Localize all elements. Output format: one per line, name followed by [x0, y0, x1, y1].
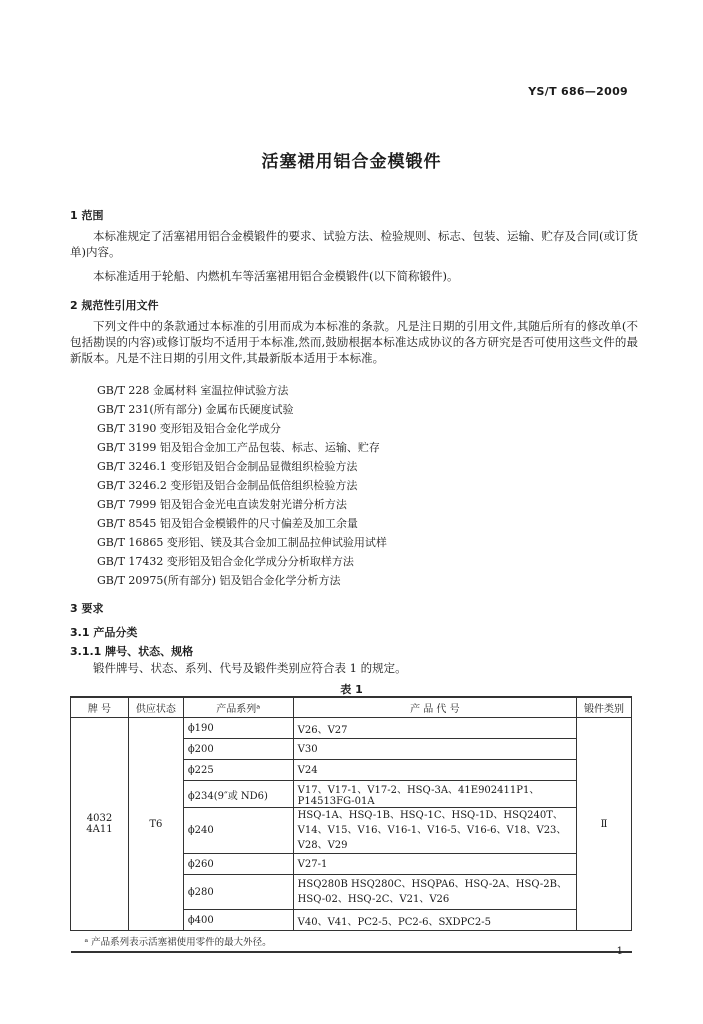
header-state: 供应状态 — [128, 697, 183, 718]
codes-cell: V27-1 — [293, 854, 576, 875]
series-cell: ϕ240 — [183, 808, 293, 854]
section-3-paragraph: 锻件牌号、状态、系列、代号及锻件类别应符合表 1 的规定。 — [93, 661, 407, 675]
reference-item: GB/T 228 金属材料 室温拉伸试验方法 — [97, 384, 289, 397]
series-cell: ϕ234(9″或 ND6) — [183, 781, 293, 808]
series-cell: ϕ190 — [183, 718, 293, 739]
page-number: 1 — [616, 946, 623, 957]
reference-item: GB/T 20975(所有部分) 铝及铝合金化学分析方法 — [97, 574, 341, 587]
codes-cell: V24 — [293, 760, 576, 781]
standard-number: YS/T 686—2009 — [528, 85, 628, 98]
grade-cell — [71, 718, 129, 931]
subsection-3-1-heading: 3.1 产品分类 — [70, 626, 138, 639]
codes-cell: V30 — [293, 739, 576, 760]
table-footnote-row — [71, 931, 632, 953]
series-cell: ϕ200 — [183, 739, 293, 760]
reference-item: GB/T 17432 变形铝及铝合金化学成分分析取样方法 — [97, 555, 354, 568]
section-2-heading: 2 规范性引用文件 — [70, 299, 159, 312]
codes-cell: HSQ-1A、HSQ-1B、HSQ-1C、HSQ-1D、HSQ240T、V14、V15、V16、V16-1、V16-5、V16-6、V18、V23、V28、V29 — [293, 808, 576, 854]
section-2-paragraph: 下列文件中的条款通过本标准的引用而成为本标准的条款。凡是注日期的引用文件,其随后所有的修改单(不包括勘误的内容)或修订版均不适用于本标准,然而,鼓励根据本标准达成协议的各方研究是否可使用这些文件的最新版本。凡是不注日期的引用文件,其最新版本适用于本标准。 — [70, 319, 638, 365]
reference-item: GB/T 16865 变形铝、镁及其合金加工制品拉伸试验用试样 — [97, 536, 387, 549]
codes-cell: HSQ280B HSQ280C、HSQPA6、HSQ-2A、HSQ-2B、HSQ-02、HSQ-2C、V21、V26 — [293, 875, 576, 910]
document-title: 活塞裙用铝合金模锻件 — [261, 152, 442, 172]
reference-item: GB/T 3190 变形铝及铝合金化学成分 — [97, 422, 281, 435]
reference-item: GB/T 3246.2 变形铝及铝合金制品低倍组织检验方法 — [97, 479, 358, 492]
category-cell: Ⅱ — [577, 718, 632, 931]
series-cell: ϕ225 — [183, 760, 293, 781]
grade-4032: 4032 — [86, 813, 113, 824]
section-1-paragraph-2: 本标准适用于轮船、内燃机车等活塞裙用铝合金模锻件(以下简称锻件)。 — [93, 269, 459, 283]
header-codes: 产 品 代 号 — [293, 697, 576, 718]
reference-item: GB/T 8545 铝及铝合金模锻件的尺寸偏差及加工余量 — [97, 517, 358, 530]
header-grade: 牌 号 — [71, 697, 129, 718]
codes-cell: V17、V17-1、V17-2、HSQ-3A、41E902411P1、P14513FG-01A — [293, 781, 576, 808]
table-footnote: ᵃ 产品系列表示活塞裙使用零件的最大外径。 — [71, 931, 632, 953]
reference-item: GB/T 3246.1 变形铝及铝合金制品显微组织检验方法 — [97, 460, 358, 473]
codes-cell: V40、V41、PC2-5、PC2-6、SXDPC2-5 — [293, 910, 576, 931]
specification-table — [70, 696, 632, 953]
section-1-heading: 1 范围 — [70, 209, 104, 222]
reference-item: GB/T 7999 铝及铝合金光电直读发射光谱分析方法 — [97, 498, 347, 511]
series-cell: ϕ280 — [183, 875, 293, 910]
series-cell: ϕ400 — [183, 910, 293, 931]
header-series: 产品系列ᵃ — [183, 697, 293, 718]
grade-4a11: 4A11 — [86, 824, 113, 835]
codes-cell: V26、V27 — [293, 718, 576, 739]
section-3-heading: 3 要求 — [70, 602, 104, 615]
subsection-3-1-1-heading: 3.1.1 牌号、状态、规格 — [70, 645, 194, 658]
state-cell: T6 — [128, 718, 183, 931]
reference-item: GB/T 231(所有部分) 金属布氏硬度试验 — [97, 403, 294, 416]
reference-item: GB/T 3199 铝及铝合金加工产品包装、标志、运输、贮存 — [97, 441, 380, 454]
header-category: 锻件类别 — [577, 697, 632, 718]
section-1-paragraph-1: 本标准规定了活塞裙用铝合金模锻件的要求、试验方法、检验规则、标志、包装、运输、贮存及合同(或订货单)内容。 — [70, 229, 638, 259]
table-row — [71, 718, 632, 739]
table-caption: 表 1 — [340, 683, 363, 696]
series-cell: ϕ260 — [183, 854, 293, 875]
